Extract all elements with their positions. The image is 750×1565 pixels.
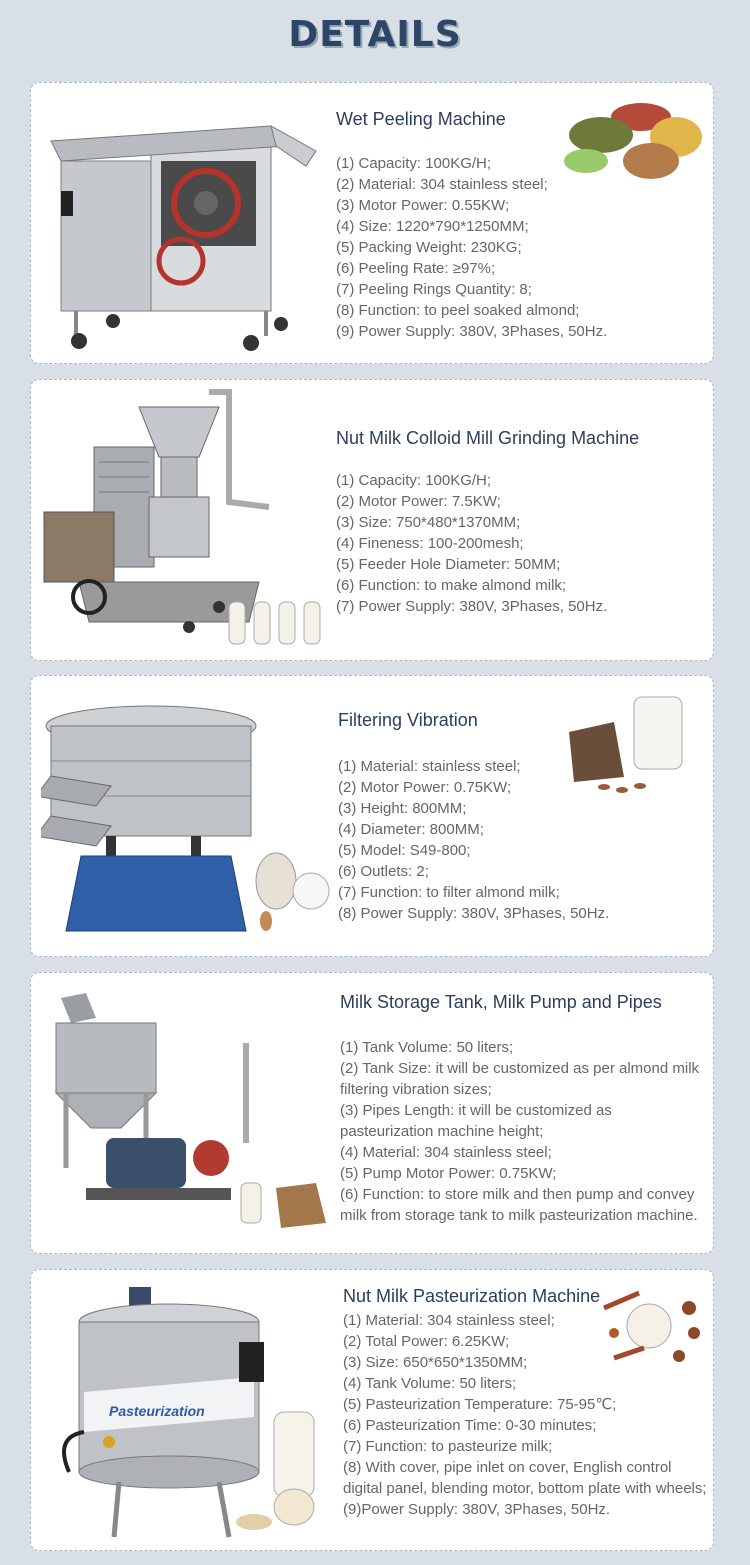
spec-list xyxy=(338,756,609,924)
spec-item: (6) Peeling Rate: ≥97%; xyxy=(336,260,496,277)
spec-item: (5) Pasteurization Temperature: 75-95℃; xyxy=(343,1396,617,1413)
product-card-colloid-mill xyxy=(30,379,714,661)
spec-item: (7) Function: to pasteurize milk; xyxy=(343,1438,553,1455)
spec-item: (3) Height: 800MM; xyxy=(338,800,467,817)
product-title: Filtering Vibration xyxy=(338,710,478,730)
spec-item: (3) Pipes Length: it will be customized as pasteurization machine height; xyxy=(340,1102,612,1140)
spec-item: (7) Function: to filter almond milk; xyxy=(338,884,560,901)
spec-item: (4) Diameter: 800MM; xyxy=(338,821,484,838)
spec-item: (8) Function: to peel soaked almond; xyxy=(336,302,580,319)
spec-item: (3) Size: 750*480*1370MM; xyxy=(336,514,521,531)
spec-item: (3) Size: 650*650*1350MM; xyxy=(343,1354,528,1371)
spec-list xyxy=(343,1310,711,1520)
product-title: Milk Storage Tank, Milk Pump and Pipes xyxy=(340,992,662,1012)
colloid-mill-image xyxy=(39,382,329,657)
spec-item: (9) Power Supply: 380V, 3Phases, 50Hz. xyxy=(336,323,608,340)
spec-item: (6) Function: to make almond milk; xyxy=(336,577,567,594)
product-card-pasteurization-machine xyxy=(30,1269,714,1551)
product-title: Nut Milk Colloid Mill Grinding Machine xyxy=(336,428,640,448)
product-title: Wet Peeling Machine xyxy=(336,109,506,129)
spec-item: (4) Size: 1220*790*1250MM; xyxy=(336,218,529,235)
spec-item: (7) Power Supply: 380V, 3Phases, 50Hz. xyxy=(336,598,608,615)
spec-item: (8) With cover, pipe inlet on cover, English control digital panel, blending motor, bottom plate with wheels; xyxy=(343,1459,707,1497)
spec-item: (5) Pump Motor Power: 0.75KW; xyxy=(340,1165,557,1182)
spec-item: (9)Power Supply: 380V, 3Phases, 50Hz. xyxy=(343,1501,611,1518)
spec-item: (1) Material: stainless steel; xyxy=(338,758,521,775)
spec-item: (5) Feeder Hole Diameter: 50MM; xyxy=(336,556,561,573)
spec-item: (7) Peeling Rings Quantity: 8; xyxy=(336,281,532,298)
wet-peeling-machine-image xyxy=(41,121,326,361)
storage-tank-pump-image xyxy=(41,993,341,1243)
spec-item: (6) Function: to store milk and then pump and convey milk from storage tank to milk pasteurization machine. xyxy=(340,1186,698,1224)
vibrating-filter-image xyxy=(41,696,341,946)
pasteurization-machine-image xyxy=(39,1282,339,1547)
spec-item: (8) Power Supply: 380V, 3Phases, 50Hz. xyxy=(338,905,610,922)
spec-list xyxy=(336,153,607,342)
spec-item: (1) Capacity: 100KG/H; xyxy=(336,472,492,489)
spec-item: (2) Total Power: 6.25KW; xyxy=(343,1333,510,1350)
spec-item: (4) Material: 304 stainless steel; xyxy=(340,1144,552,1161)
spec-item: (4) Fineness: 100-200mesh; xyxy=(336,535,524,552)
tank-label: Pasteurization xyxy=(109,1403,205,1419)
spec-item: (2) Material: 304 stainless steel; xyxy=(336,176,548,193)
spec-item: (2) Tank Size: it will be customized as per almond milk filtering vibration sizes; xyxy=(340,1060,700,1098)
spec-item: (6) Pasteurization Time: 0-30 minutes; xyxy=(343,1417,597,1434)
product-card-milk-storage-tank xyxy=(30,972,714,1254)
spec-list xyxy=(340,1037,705,1226)
spec-list xyxy=(336,470,607,617)
product-card-wet-peeling-machine xyxy=(30,82,714,364)
spec-item: (5) Packing Weight: 230KG; xyxy=(336,239,522,256)
product-title: Nut Milk Pasteurization Machine xyxy=(343,1286,601,1306)
spec-item: (3) Motor Power: 0.55KW; xyxy=(336,197,510,214)
spec-item: (4) Tank Volume: 50 liters; xyxy=(343,1375,517,1392)
spec-item: (1) Tank Volume: 50 liters; xyxy=(340,1039,514,1056)
product-card-filtering-vibration xyxy=(30,675,714,957)
page-title: DETAILS xyxy=(288,14,462,55)
spec-item: (1) Capacity: 100KG/H; xyxy=(336,155,492,172)
spec-item: (2) Motor Power: 0.75KW; xyxy=(338,779,512,796)
spec-item: (6) Outlets: 2; xyxy=(338,863,429,880)
spec-item: (1) Material: 304 stainless steel; xyxy=(343,1312,555,1329)
spec-item: (5) Model: S49-800; xyxy=(338,842,471,859)
spec-item: (2) Motor Power: 7.5KW; xyxy=(336,493,501,510)
